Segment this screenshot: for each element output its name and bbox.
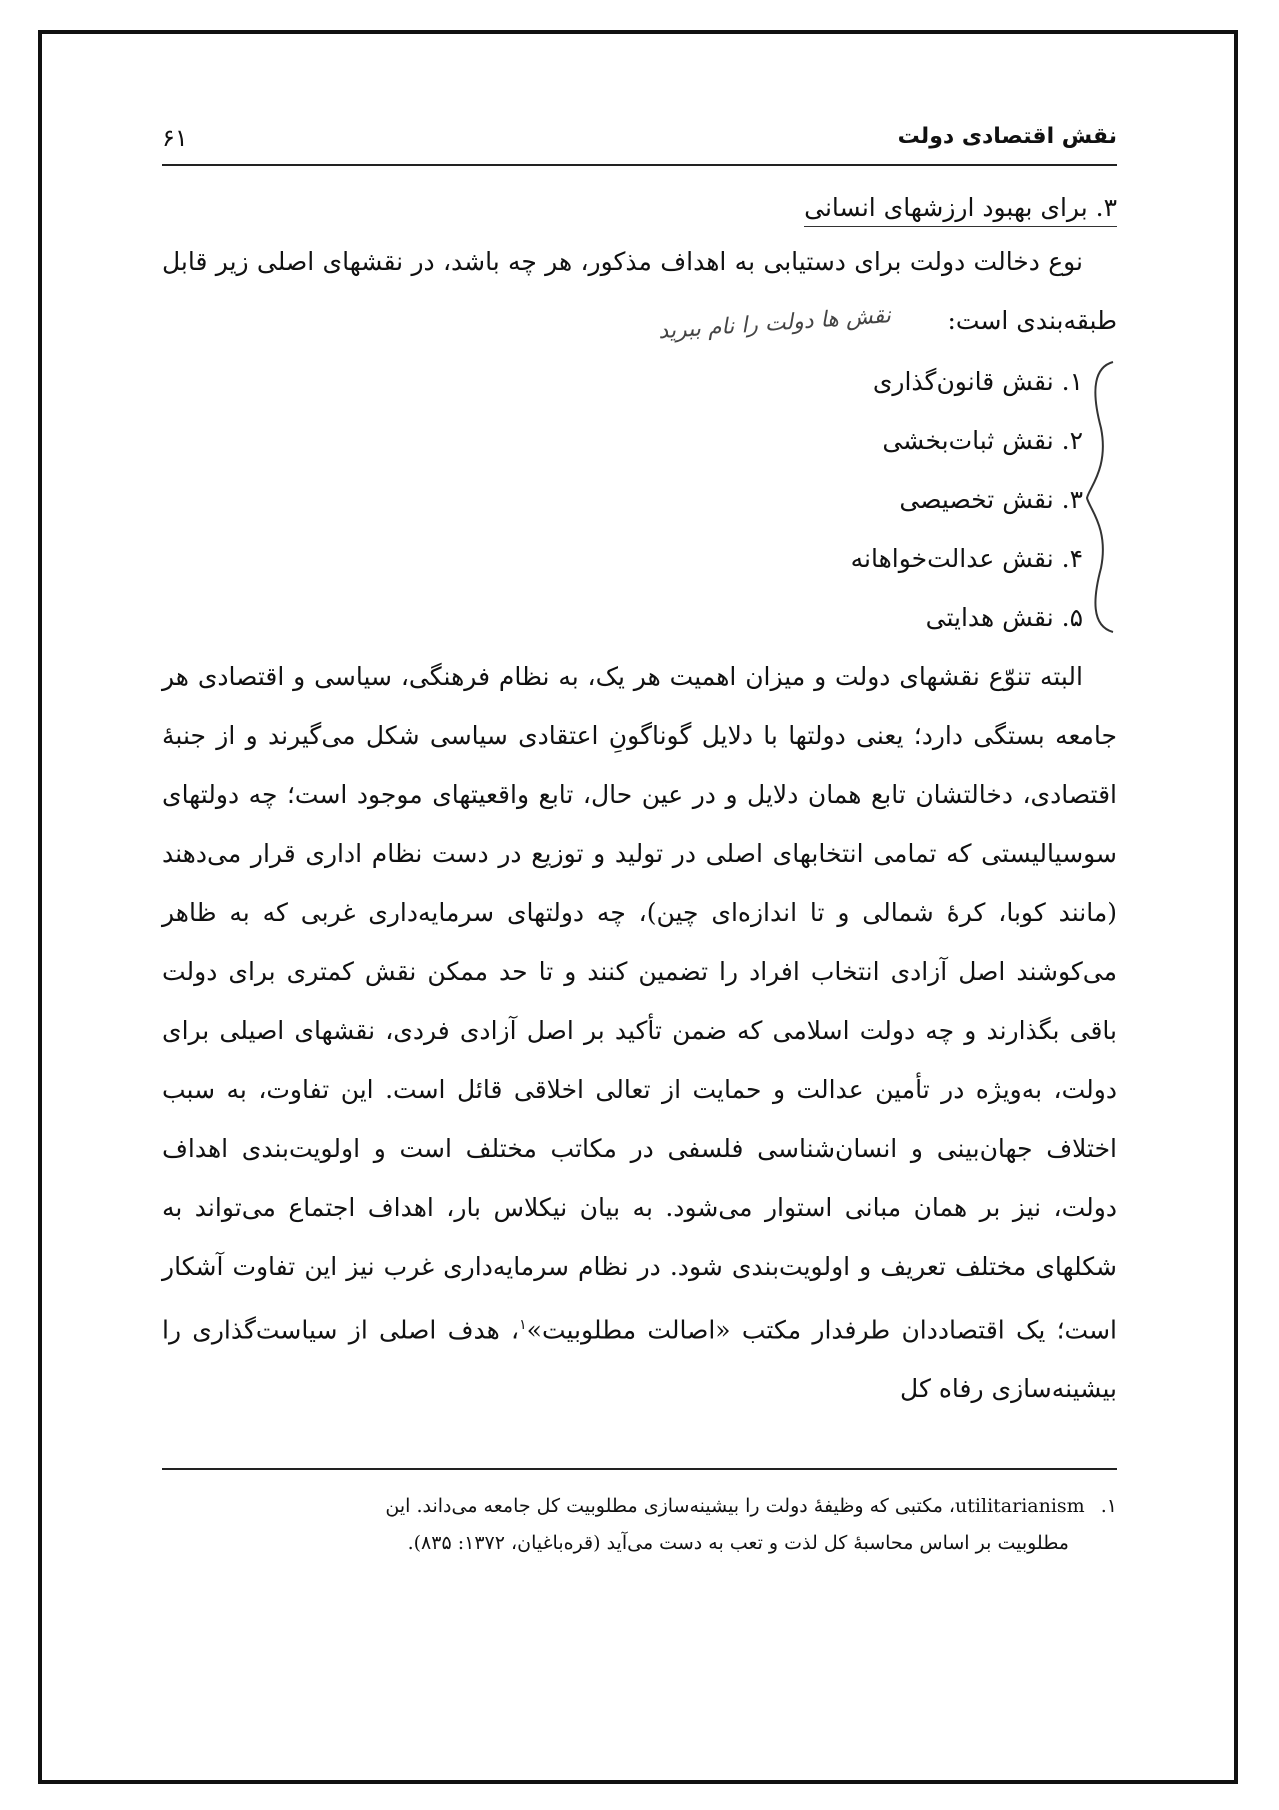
handwritten-brace-icon bbox=[1083, 358, 1123, 636]
body-paragraph bbox=[162, 647, 1117, 1418]
section-heading bbox=[162, 184, 1117, 232]
roles-list-wrapper bbox=[162, 352, 1117, 647]
footnote bbox=[162, 1488, 1117, 1562]
running-header bbox=[162, 120, 1117, 166]
role-item: ۱. نقش قانون‌گذاری bbox=[872, 367, 1083, 396]
section-heading-text: ۳. برای بهبود ارزشهای انسانی bbox=[804, 193, 1117, 227]
footnote-text-1: مکتبی که وظیفهٔ دولت را بیشینه‌سازی مطلوبیت کل جامعه می‌داند. این bbox=[385, 1495, 943, 1517]
role-item: ۴. نقش عدالت‌خواهانه bbox=[850, 544, 1083, 573]
body-text-tail: ، هدف اصلی از سیاست‌گذاری را بیشینه‌سازی رفاه کل bbox=[162, 1315, 1117, 1404]
intro-paragraph bbox=[162, 232, 1117, 352]
role-item: ۳. نقش تخصیصی bbox=[899, 485, 1083, 514]
handwritten-note: نقش ها دولت را نام ببرید bbox=[657, 303, 893, 345]
header-title: نقش اقتصادی دولت bbox=[897, 124, 1117, 149]
footnote-text-2: مطلوبیت بر اساس محاسبهٔ کل لذت و تعب به دست می‌آید (قره‌باغیان، ۱۳۷۲: ۸۳۵). bbox=[407, 1532, 1069, 1554]
footnote-divider bbox=[162, 1468, 1117, 1470]
role-item: ۵. نقش هدایتی bbox=[925, 603, 1083, 632]
page-number: ۶۱ bbox=[162, 124, 188, 152]
intro-text: نوع دخالت دولت برای دستیابی به اهداف مذکور، هر چه باشد، در نقشهای اصلی زیر قابل طبقه‌بندی است: bbox=[162, 247, 1117, 335]
footnote-term: utilitarianism bbox=[955, 1495, 1085, 1517]
footnote-line-1: ۱. utilitarianism، مکتبی که وظیفهٔ دولت را بیشینه‌سازی مطلوبیت کل جامعه می‌داند. این bbox=[385, 1495, 1117, 1517]
footnote-reference: ۱ bbox=[519, 1317, 527, 1333]
body-text: البته تنوّع نقشهای دولت و میزان اهمیت هر یک، به نظام فرهنگی، سیاسی و اقتصادی هر جامعه بستگی دارد؛ یعنی دولتها با دلایل گوناگونِ اعتقادی سیاسی شکل می‌گیرند و از جنبهٔ اقتصادی، دخالتشان تابع همان دلایل و در عین حال، تابع واقعیتهای موجود است؛ چه دولتهای سوسیالیستی که تمامی انتخابهای اصلی در تولید و توزیع در دست نظام اداری قرار می‌دهند (مانند کوبا، کرهٔ شمالی و تا اندازه‌ای چین)، چه دولتهای سرمایه‌داری غربی که به ظاهر می‌کوشند اصل آزادی انتخاب افراد را تضمین کنند و تا حد ممکن نقش کمتری برای دولت باقی بگذارند و چه دولت اسلامی که ضمن تأکید بر اصل آزادی فردی، نقشهای اصیلی برای دولت، به‌ویژه در تأمین عدالت و حمایت از تعالی اخلاقی قائل است. این تفاوت، به سبب اختلاف جهان‌بینی و انسان‌شناسی فلسفی در مکاتب مختلف است و اولویت‌بندی اهداف دولت، نیز بر همان مبانی استوار می‌شود. به بیان نیکلاس بار، اهداف اجتماع می‌تواند به شکلهای مختلف تعریف و اولویت‌بندی شود. در نظام سرمایه‌داری غرب نیز این تفاوت آشکار است؛ یک اقتصاددان طرفدار مکتب «اصالت مطلوبیت» bbox=[162, 662, 1117, 1345]
page-content bbox=[162, 120, 1117, 1418]
roles-list bbox=[162, 352, 1117, 647]
role-item: ۲. نقش ثبات‌بخشی bbox=[882, 426, 1083, 455]
footnote-number: ۱. bbox=[1100, 1495, 1117, 1517]
